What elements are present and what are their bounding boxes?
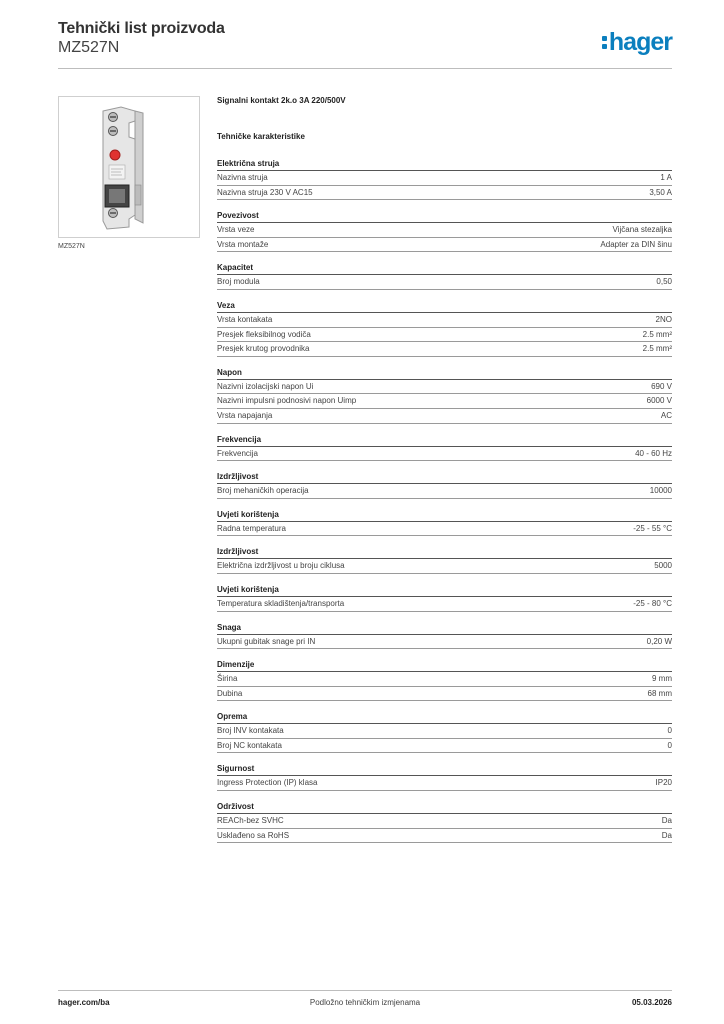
spec-label: Broj INV kontakata [217, 726, 284, 736]
spec-value: 9 mm [652, 674, 672, 684]
spec-value: 2.5 mm² [642, 329, 672, 339]
section-title: Povezivost [217, 210, 672, 223]
product-code: MZ527N [58, 39, 120, 56]
spec-label: Presjek krutog provodnika [217, 344, 310, 354]
section-title: Dimenzije [217, 659, 672, 672]
spec-row [217, 484, 672, 499]
spec-label: Vrsta kontakata [217, 314, 273, 324]
section-title: Frekvencija [217, 434, 672, 447]
spec-label: Vrsta napajanja [217, 410, 273, 420]
logo-text: hager [608, 28, 672, 56]
spec-row [217, 814, 672, 829]
spec-label: Frekvencija [217, 448, 258, 458]
spec-row [217, 223, 672, 238]
spec-section [217, 471, 672, 499]
spec-row [217, 776, 672, 791]
spec-row [217, 186, 672, 201]
spec-label: Dubina [217, 688, 243, 698]
product-photo-icon [59, 97, 199, 237]
spec-row [217, 687, 672, 702]
spec-section [217, 711, 672, 753]
spec-section [217, 210, 672, 252]
spec-label: Vrsta montaže [217, 239, 269, 249]
section-title: Snaga [217, 622, 672, 635]
spec-row [217, 672, 672, 687]
section-title: Oprema [217, 711, 672, 724]
spec-row [217, 522, 672, 537]
spec-section [217, 434, 672, 462]
spec-sections [217, 158, 672, 843]
section-title: Izdržljivost [217, 546, 672, 559]
hager-logo [601, 28, 672, 57]
spec-section [217, 158, 672, 200]
logo-colon-icon [601, 32, 608, 52]
spec-value: 2NO [655, 314, 672, 324]
spec-value: 5000 [654, 561, 672, 571]
spec-value: 1 A [660, 173, 672, 182]
spec-label: Ukupni gubitak snage pri IN [217, 636, 316, 646]
spec-row [217, 724, 672, 739]
spec-section [217, 509, 672, 537]
spec-value: 690 V [651, 381, 672, 391]
footer-notice: Podložno tehničkim izmjenama [309, 998, 421, 1007]
spec-row [217, 597, 672, 612]
spec-row [217, 635, 672, 650]
page-header [58, 20, 672, 57]
product-name: Signalni kontakt 2k.o 3A 220/500V [217, 96, 346, 105]
spec-label: Nazivna struja [217, 173, 268, 182]
footer-website: hager.com/ba [58, 998, 110, 1007]
spec-value: 40 - 60 Hz [635, 448, 672, 458]
specifications [217, 96, 672, 843]
product-image [58, 96, 200, 238]
spec-section [217, 584, 672, 612]
spec-value: 2.5 mm² [642, 344, 672, 354]
spec-value: Da [661, 816, 672, 826]
spec-section [217, 801, 672, 843]
section-title: Sigurnost [217, 763, 672, 776]
spec-row [217, 275, 672, 290]
spec-value: 3,50 A [649, 187, 672, 197]
section-title: Uvjeti korištenja [217, 584, 672, 597]
spec-row [217, 238, 672, 253]
spec-value: 68 mm [647, 688, 672, 698]
document-title: Tehnički list proizvoda [58, 20, 225, 37]
spec-row [217, 447, 672, 462]
spec-label: Širina [217, 674, 238, 684]
spec-section [217, 546, 672, 574]
spec-value: 10000 [649, 486, 672, 496]
spec-value: 0,50 [656, 277, 672, 287]
spec-label: Električna izdržljivost u broju ciklusa [217, 561, 345, 571]
spec-label: Broj modula [217, 277, 260, 287]
section-title: Uvjeti korištenja [217, 509, 672, 522]
spec-row [217, 559, 672, 574]
spec-value: 0 [667, 740, 672, 750]
footer-date: 05.03.2026 [631, 998, 672, 1007]
spec-row [217, 380, 672, 395]
image-caption: MZ527N [58, 243, 85, 250]
section-title: Napon [217, 367, 672, 380]
spec-label: Nazivni impulsni podnosivi napon Uimp [217, 396, 357, 406]
spec-section [217, 367, 672, 424]
spec-label: Temperatura skladištenja/transporta [217, 598, 345, 608]
section-title: Održivost [217, 801, 672, 814]
spec-value: Adapter za DIN šinu [600, 239, 672, 249]
section-title: Električna struja [217, 158, 672, 171]
spec-label: Nazivna struja 230 V AC15 [217, 187, 313, 197]
footer-divider [58, 990, 672, 991]
spec-section [217, 763, 672, 791]
spec-value: -25 - 55 °C [633, 523, 672, 533]
spec-row [217, 829, 672, 844]
spec-row [217, 409, 672, 424]
section-title: Kapacitet [217, 262, 672, 275]
spec-row [217, 313, 672, 328]
spec-label: Broj NC kontakata [217, 740, 282, 750]
spec-section [217, 300, 672, 357]
spec-value: Da [661, 830, 672, 840]
spec-value: -25 - 80 °C [633, 598, 672, 608]
spec-row [217, 328, 672, 343]
tech-characteristics-heading: Tehničke karakteristike [217, 132, 305, 141]
spec-label: Presjek fleksibilnog vodiča [217, 329, 311, 339]
spec-label: REACh-bez SVHC [217, 816, 284, 826]
spec-label: Broj mehaničkih operacija [217, 486, 309, 496]
spec-value: AC [660, 410, 672, 420]
spec-row [217, 171, 672, 186]
spec-value: IP20 [655, 778, 672, 788]
spec-section [217, 262, 672, 290]
spec-label: Usklađeno sa RoHS [217, 830, 290, 840]
spec-section [217, 622, 672, 650]
spec-value: 0,20 W [646, 636, 672, 646]
spec-label: Radna temperatura [217, 523, 286, 533]
spec-value: 0 [667, 726, 672, 736]
spec-label: Ingress Protection (IP) klasa [217, 778, 318, 788]
spec-row [217, 342, 672, 357]
header-divider [58, 68, 672, 69]
spec-value: 6000 V [646, 396, 672, 406]
spec-label: Nazivni izolacijski napon Ui [217, 381, 314, 391]
section-title: Veza [217, 300, 672, 313]
spec-value: Vijčana stezaljka [612, 225, 672, 235]
spec-label: Vrsta veze [217, 225, 255, 235]
spec-row [217, 739, 672, 754]
spec-section [217, 659, 672, 701]
section-title: Izdržljivost [217, 471, 672, 484]
spec-row [217, 394, 672, 409]
